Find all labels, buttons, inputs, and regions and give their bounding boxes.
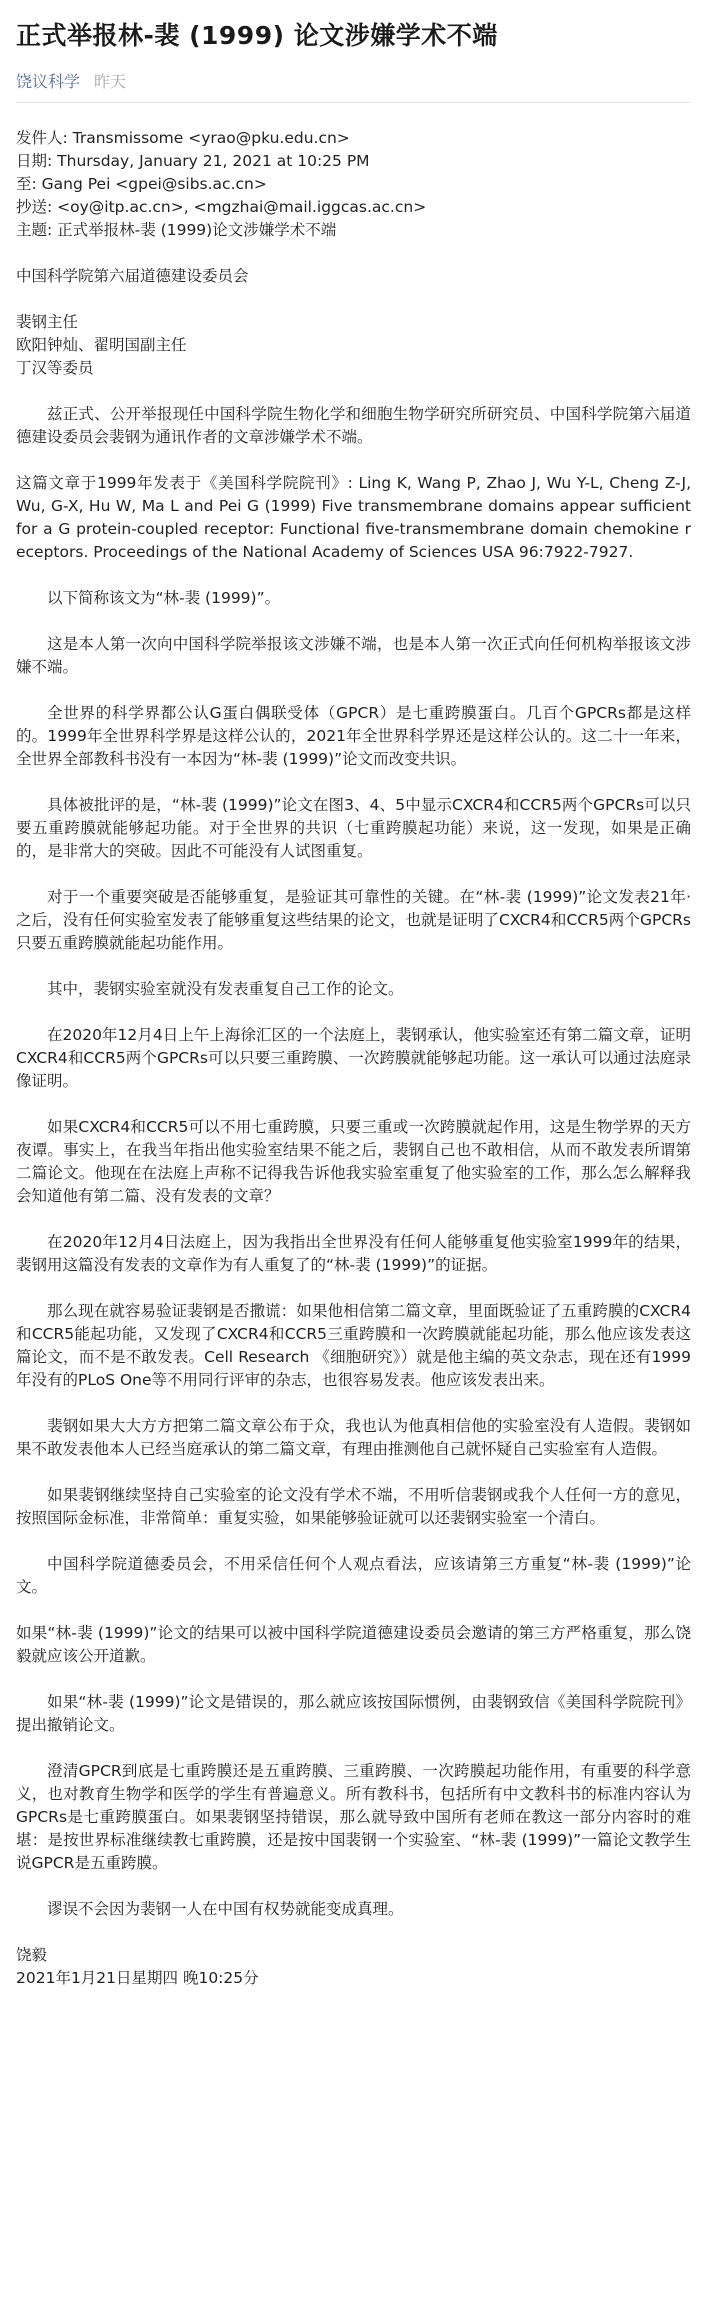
signature [16,1944,691,1990]
body-paragraph: 这是本人第一次向中国科学院举报该文涉嫌不端，也是本人第一次正式向任何机构举报该文涉嫌不端。 [16,635,691,676]
email-header-cc: 抄送: <oy@itp.ac.cn>, <mgzhai@mail.iggcas.ac.cn> [16,198,427,216]
body-paragraph: 在2020年12月4日上午上海徐汇区的一个法庭上，裴钢承认，他实验室还有第二篇文章，证明CXCR4和CCR5两个GPCRs可以只要三重跨膜、一次跨膜就能够起功能。这一承认可以通过法庭录像证明。 [16,1026,691,1090]
divider [16,102,691,103]
signature-date: 2021年1月21日星期四 晚10:25分 [16,1969,259,1987]
body-paragraph: 如果“林-裴 (1999)”论文的结果可以被中国科学院道德建设委员会邀请的第三方严格重复，那么饶毅就应该公开道歉。 [16,1624,691,1665]
body-paragraph: 兹正式、公开举报现任中国科学院生物化学和细胞生物学研究所研究员、中国科学院第六届道德建设委员会裴钢为通讯作者的文章涉嫌学术不端。 [16,405,691,446]
body-paragraph: 中国科学院道德委员会，不用采信任何个人观点看法，应该请第三方重复“林-裴 (1999)”论文。 [16,1555,691,1596]
email-header-to: 至: Gang Pei <gpei@sibs.ac.cn> [16,175,267,193]
body-paragraph: 如果CXCR4和CCR5可以不用七重跨膜，只要三重或一次跨膜就起作用，这是生物学界的天方夜谭。事实上，在我当年指出他实验室结果不能之后，裴钢自己也不敢相信，从而不敢发表所谓第二篇论文。他现在在法庭上声称不记得我告诉他我实验室重复了他实验室的工作，那么怎么解释我会知道他有第二篇、没有发表的文章？ [16,1118,691,1205]
addressee: 裴钢主任 [16,313,79,331]
body-paragraph: 以下简称该文为“林-裴 (1999)”。 [47,589,281,607]
addressee: 丁汉等委员 [16,359,94,377]
publish-date: 昨天 [94,71,127,91]
addressee: 欧阳钟灿、翟明国副主任 [16,336,187,354]
body-paragraph: 如果裴钢继续坚持自己实验室的论文没有学术不端，不用听信裴钢或我个人任何一方的意见，按照国际金标准，非常简单：重复实验，如果能够验证就可以还裴钢实验室一个清白。 [16,1486,691,1527]
body-paragraph: 澄清GPCR到底是七重跨膜还是五重跨膜、三重跨膜、一次跨膜起功能作用，有重要的科学意义，也对教育生物学和医学的学生有普遍意义。所有教科书，包括所有中文教科书的标准内容认为GPCRs是七重跨膜蛋白。如果裴钢坚持错误，那么就导致中国所有老师在教这一部分内容时的难堪：是按世界标准继续教七重跨膜，还是按中国裴钢一个实验室、“林-裴 (1999)”一篇论文教学生说GPCR是五重跨膜。 [16,1762,691,1872]
body-paragraph: 对于一个重要突破是否能够重复，是验证其可靠性的关键。在“林-裴 (1999)”论文发表21年·之后，没有任何实验室发表了能够重复这些结果的论文，也就是证明了CXCR4和CCR5两个GPCRs只要五重跨膜就能起功能作用。 [16,888,691,952]
body-paragraph: 在2020年12月4日法庭上，因为我指出全世界没有任何人能够重复他实验室1999年的结果，裴钢用这篇没有发表的文章作为有人重复了的“林-裴 (1999)”的证据。 [16,1233,691,1274]
body-paragraph: 这篇文章于1999年发表于《美国科学院院刊》: Ling K, Wang P, Zhao J, Wu Y-L, Cheng Z-J, Wu, G-X, Hu W, Ma L and Pei G (1999) Five transmembrane domains appear sufficient for a G protein-coupled receptor: Functional five-transmembrane domain chemokine receptors. Proceedings of the National Academy of Sciences USA 96:7922-7927. [16,474,691,561]
article-meta [16,68,691,92]
email-header-date: 日期: Thursday, January 21, 2021 at 10:25 PM [16,152,370,170]
body-paragraph: 如果“林-裴 (1999)”论文是错误的，那么就应该按国际惯例，由裴钢致信《美国科学院院刊》提出撤销论文。 [16,1693,691,1734]
body-paragraph: 那么现在就容易验证裴钢是否撒谎：如果他相信第二篇文章，里面既验证了五重跨膜的CXCR4和CCR5能起功能，又发现了CXCR4和CCR5三重跨膜和一次跨膜就能起功能，那么他应该发表这篇论文，而不是不敢发表。Cell Research 《细胞研究》）就是他主编的英文杂志，现在还有1999年没有的PLoS One等不用同行评审的杂志，也很容易发表。他应该发表出来。 [16,1302,691,1389]
email-headers [16,127,691,242]
body-paragraph: 裴钢如果大大方方把第二篇文章公布于众，我也认为他真相信他的实验室没有人造假。裴钢如果不敢发表他本人已经当庭承认的第二篇文章，有理由推测他自己就怀疑自己实验室有人造假。 [16,1417,691,1458]
article-body [16,127,691,1990]
account-name-link[interactable]: 饶议科学 [16,71,81,91]
signature-name: 饶毅 [16,1946,48,1964]
body-paragraph: 谬误不会因为裴钢一人在中国有权势就能变成真理。 [47,1900,404,1918]
email-header-from: 发件人: Transmissome <yrao@pku.edu.cn> [16,129,350,147]
body-paragraph: 具体被批评的是，“林-裴 (1999)”论文在图3、4、5中显示CXCR4和CCR5两个GPCRs可以只要五重跨膜就能够起功能。对于全世界的共识（七重跨膜起功能）来说，这一发现，如果是正确的，是非常大的突破。因此不可能没有人试图重复。 [16,796,691,860]
body-paragraph: 其中，裴钢实验室就没有发表重复自己工作的论文。 [47,980,404,998]
email-header-subject: 主题: 正式举报林-裴 (1999)论文涉嫌学术不端 [16,221,337,239]
addressee-list [16,311,691,380]
article-title: 正式举报林-裴 (1999) 论文涉嫌学术不端 [16,21,498,50]
body-paragraph: 全世界的科学界都公认G蛋白偶联受体（GPCR）是七重跨膜蛋白。几百个GPCRs都是这样的。1999年全世界科学界是这样公认的，2021年全世界科学界还是这样公认的。这二十一年来，全世界全部教科书没有一本因为“林-裴 (1999)”论文而改变共识。 [16,704,691,768]
committee-name: 中国科学院第六届道德建设委员会 [16,267,249,285]
